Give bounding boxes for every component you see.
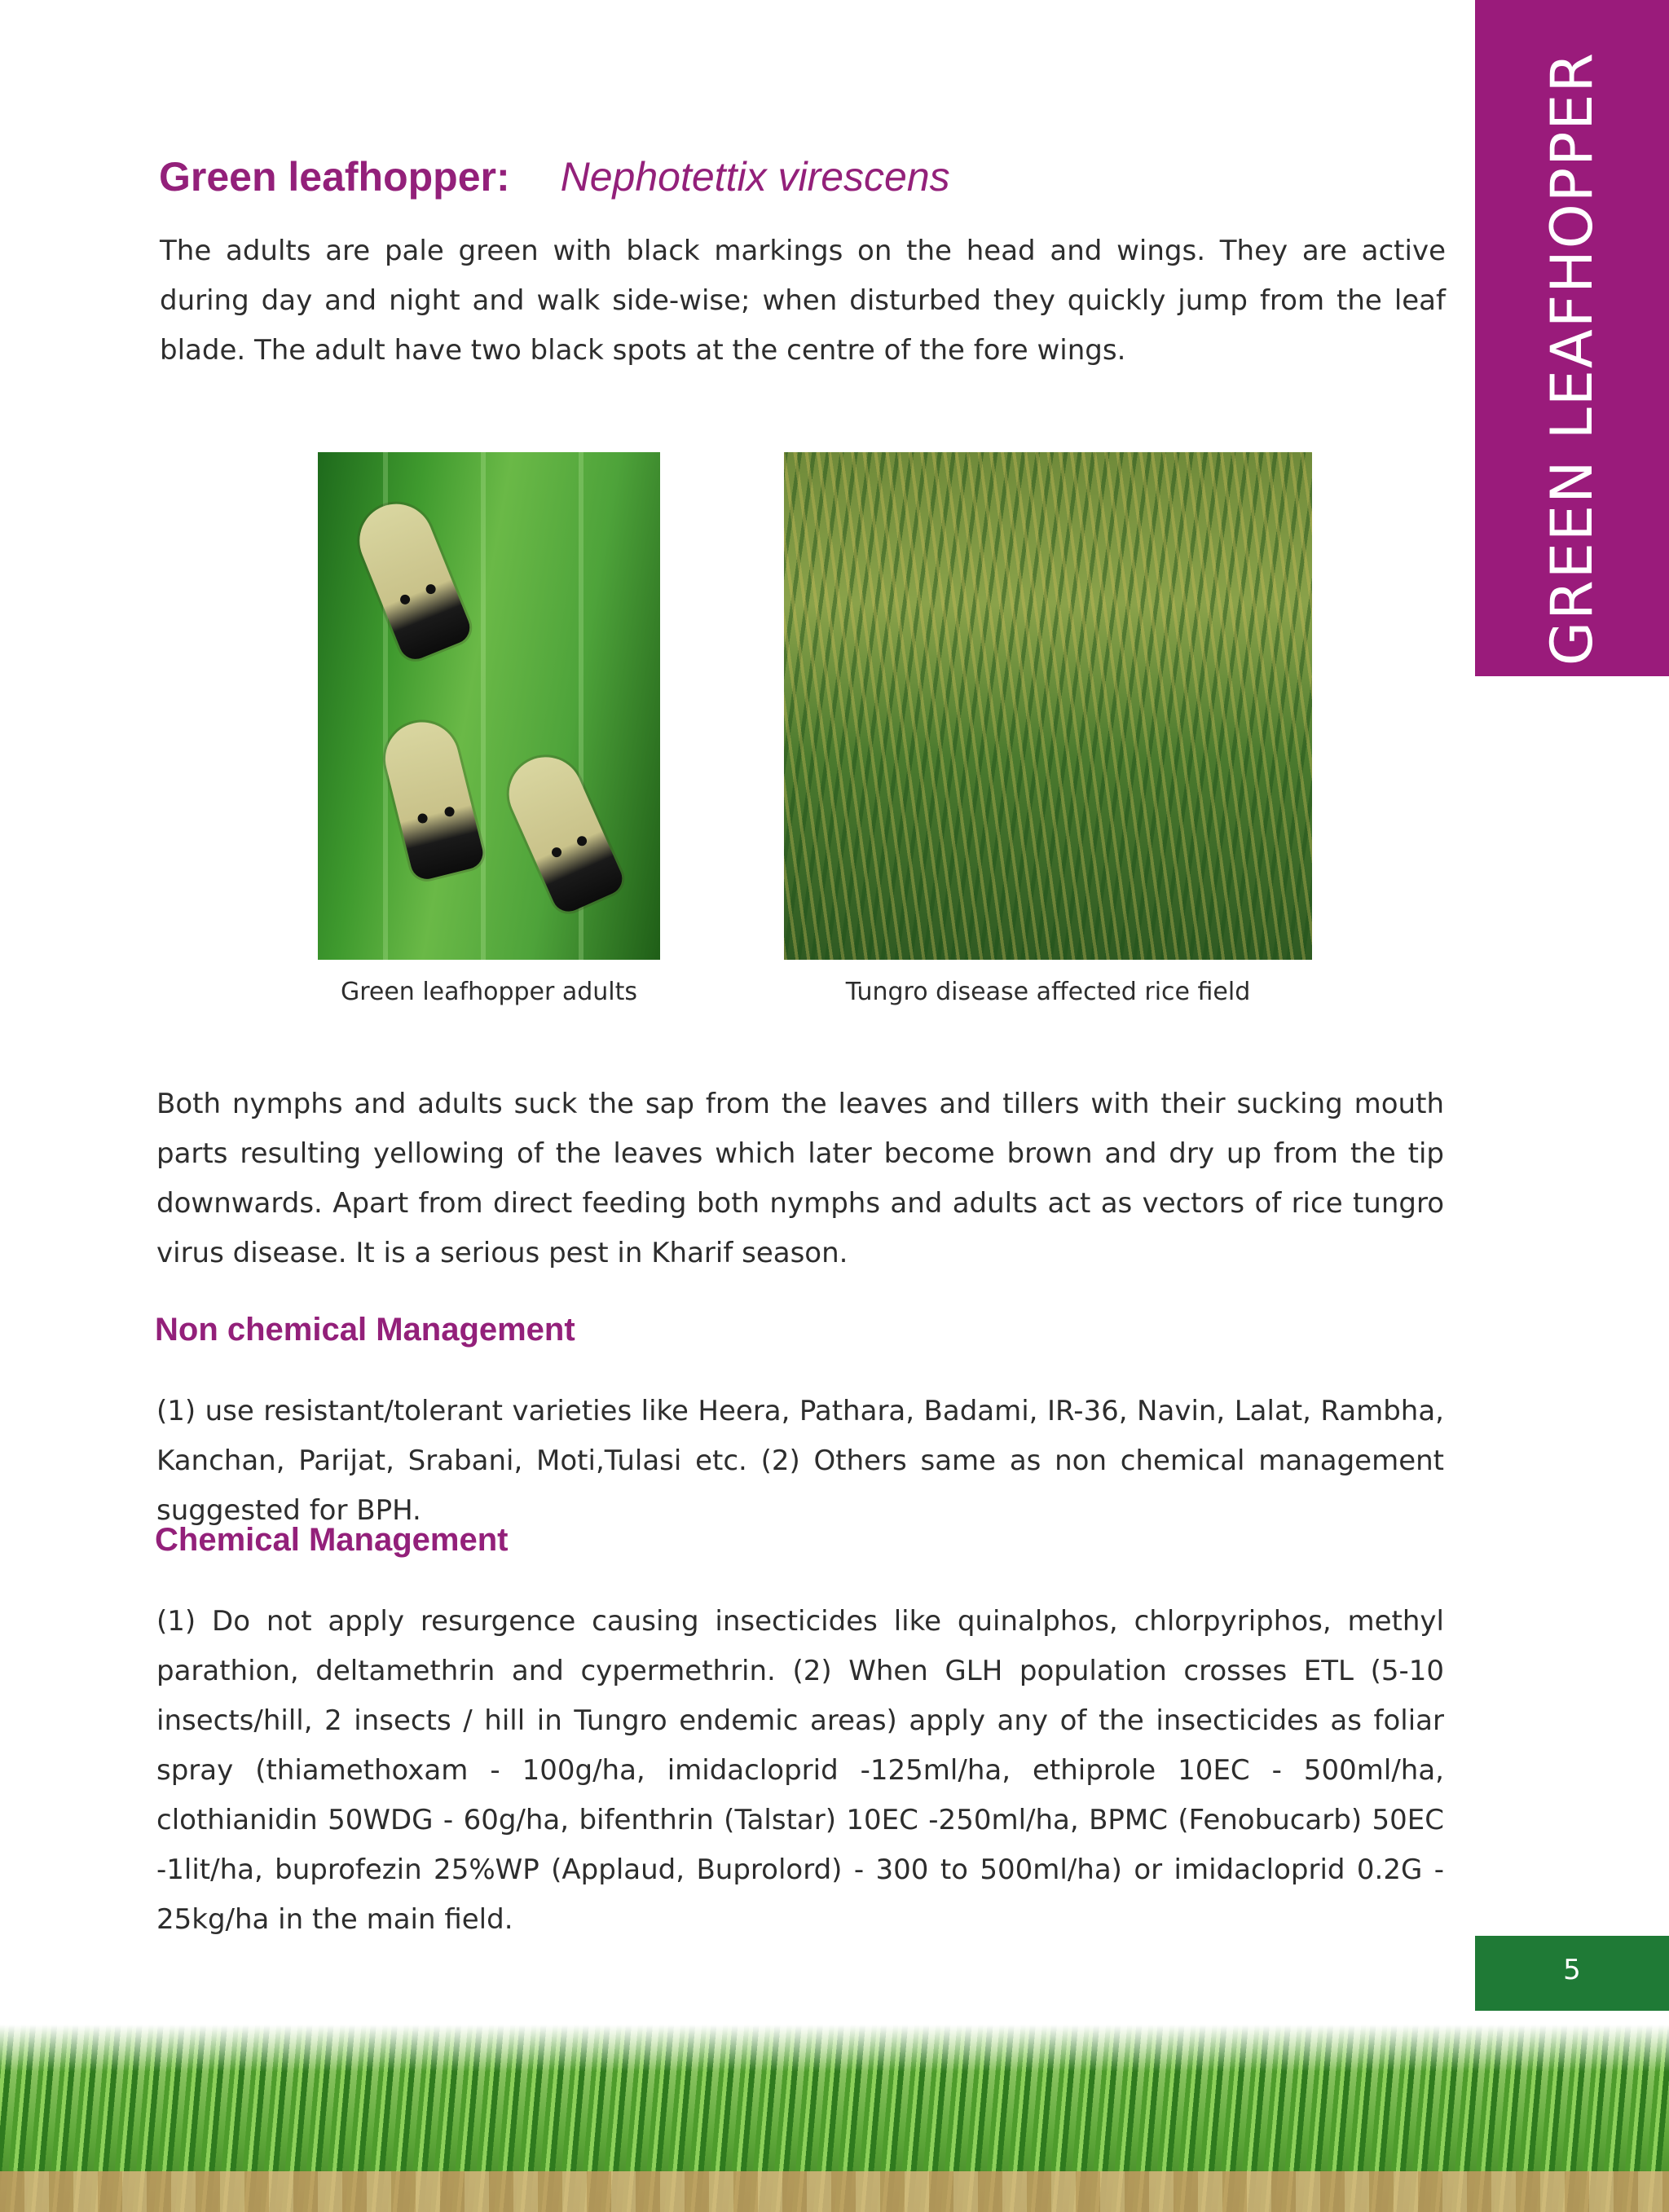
leafhopper-photo [318,452,660,960]
non-chemical-paragraph: (1) use resistant/tolerant varieties like Heera, Pathara, Badami, IR-36, Navin, Lalat, Rambha, Kanchan, Parijat, Srabani, Moti,Tulasi etc. (2) Others same as non chemical management suggested for BPH. [156,1395,1444,1527]
leafhopper-insect [349,493,475,664]
non-chemical-heading: Non chemical Management [155,1312,575,1348]
scientific-name: Nephotettix virescens [560,154,950,200]
figure-caption: Green leafhopper adults [340,978,638,1006]
chemical-paragraph: (1) Do not apply resurgence causing insecticides like quinalphos, chlorpyriphos, methyl parathion, deltamethrin and cypermethrin. (2) When GLH population crosses ETL (5-10 insects/hill, 2 insects / hill in Tungro endemic areas) apply any of the insecticides as foliar spray (thiamethoxam - 100g/ha, imidacloprid -125ml/ha, ethiprole 10EC - 500ml/ha, clothianidin 50WDG - 60g/ha, bifenthrin (Talstar) 10EC -250ml/ha, BPMC (Fenobucarb) 50EC -1lit/ha, buprofezin 25%WP (Applaud, Buprolord) - 300 to 500ml/ha) or imidacloprid 0.2G - 25kg/ha in the main field. [156,1605,1444,1936]
leafhopper-insect [377,715,486,882]
leaf-vein [481,452,486,960]
leafhopper-insect [497,745,627,917]
common-name: Green leafhopper: [159,154,510,200]
damage-paragraph: Both nymphs and adults suck the sap from the leaves and tillers with their sucking mouth parts resulting yellowing of the leaves which later become brown and dry up from the tip downwards. Apart from direct feeding both nymphs and adults act as vectors of rice tungro virus disease. It is a serious pest in Kharif season. [156,1088,1444,1269]
soil-strip-decoration [0,2171,1669,2212]
page-number-box [1475,1936,1669,2011]
chemical-heading: Chemical Management [155,1522,509,1558]
figure-caption: Tungro disease affected rice field [845,978,1251,1006]
page-title [159,153,950,200]
section-tab-label: GREEN LEAFHOPPER [1539,51,1605,666]
page-number: 5 [1563,1954,1581,1986]
tungro-field-photo [784,452,1312,960]
intro-paragraph: The adults are pale green with black markings on the head and wings. They are active during day and night and walk side-wise; when disturbed they quickly jump from the leaf blade. The adult have two black spots at the centre of the fore wings. [160,235,1446,367]
section-tab [1475,0,1669,676]
